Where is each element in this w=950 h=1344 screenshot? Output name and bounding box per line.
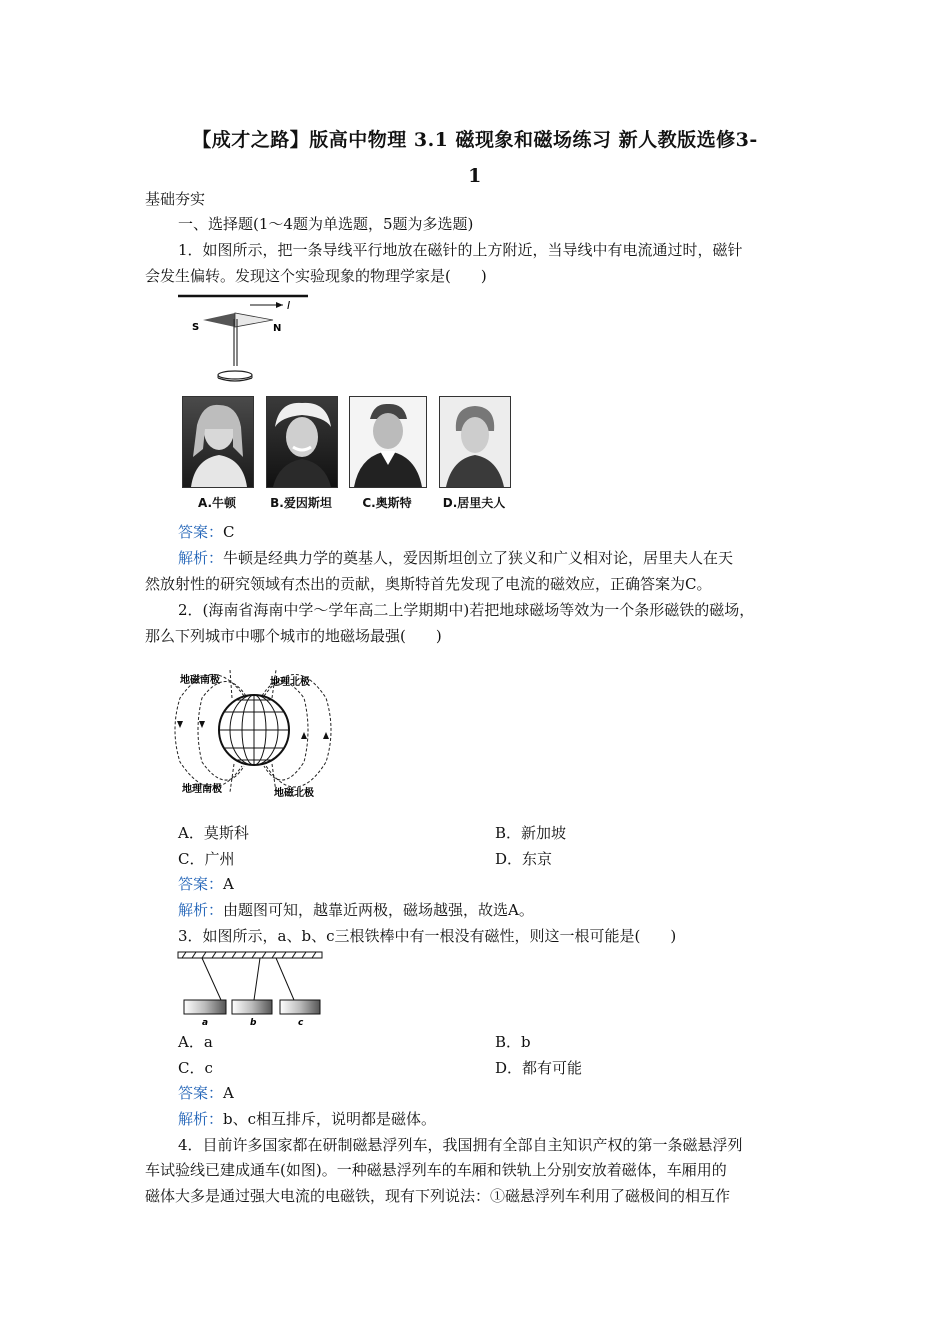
q1-analysis-line-1 (178, 548, 733, 568)
portrait-caption-d: D.居里夫人 (442, 496, 506, 510)
q4-stem-line-2: 车试验线已建成通车(如图)。一种磁悬浮列车的车厢和铁轨上分别安放着磁体，车厢用的 (145, 1161, 727, 1179)
south-pole-label: S (192, 322, 200, 333)
q1-compass-figure (175, 292, 315, 384)
section-heading: 基础夯实 (145, 190, 206, 208)
analysis-label: 解析： (178, 1110, 224, 1128)
analysis-text: 由题图可知，越靠近两极，磁场越强，故选A。 (223, 901, 534, 919)
label-geographic-south: 地理南极 (182, 784, 222, 795)
portrait-caption-a: A.牛顿 (197, 496, 237, 510)
portrait-curie (439, 396, 511, 488)
analysis-label: 解析： (178, 549, 224, 567)
current-label: I (287, 299, 291, 312)
label-geomagnetic-south: 地磁南极 (180, 675, 220, 686)
q4-stem-line-3: 磁体大多是通过强大电流的电磁铁，现有下列说法：①磁悬浮列车利用了磁极间的相互作 (145, 1187, 731, 1205)
title-line-2: 1 (468, 165, 482, 187)
portrait-einstein (266, 396, 338, 488)
q2-answer (178, 874, 234, 894)
label-geographic-north: 地理北极 (270, 677, 310, 688)
analysis-text: b、c相互排斥，说明都是磁体。 (223, 1110, 437, 1128)
portrait-oersted (349, 396, 427, 488)
q2-analysis (178, 900, 534, 920)
part-heading: 一、选择题(1～4题为单选题，5题为多选题) (178, 215, 474, 233)
portrait-caption-b: B.爱因斯坦 (270, 496, 332, 510)
q1-stem-line-2: 会发生偏转。发现这个实验现象的物理学家是( ) (145, 267, 487, 285)
q4-stem-line-1: 4．目前许多国家都在研制磁悬浮列车，我国拥有全部自主知识产权的第一条磁悬浮列 (178, 1136, 743, 1154)
q1-stem-line-1: 1．如图所示，把一条导线平行地放在磁针的上方附近，当导线中有电流通过时，磁针 (178, 241, 743, 259)
q3-analysis (178, 1109, 436, 1129)
answer-label: 答案： (178, 523, 224, 541)
north-pole-label: N (273, 323, 282, 334)
answer-value: A (223, 875, 234, 893)
q3-option-c: C．c (178, 1059, 213, 1077)
q2-option-d: D．东京 (495, 850, 553, 868)
title-line-1: 【成才之路】版高中物理 3.1 磁现象和磁场练习 新人教版选修3- (192, 129, 758, 151)
answer-label: 答案： (178, 875, 224, 893)
q3-stem: 3．如图所示，a、b、c三根铁棒中有一根没有磁性，则这一根可能是( ) (178, 927, 677, 945)
analysis-label: 解析： (178, 901, 224, 919)
label-geomagnetic-north: 地磁北极 (274, 788, 314, 799)
rod-label-a: a (202, 1018, 209, 1026)
q3-option-b: B．b (495, 1033, 531, 1051)
q2-option-a: A．莫斯科 (178, 824, 249, 842)
portrait-caption-c: C.奥斯特 (362, 496, 412, 510)
portrait-newton (182, 396, 254, 488)
answer-value: C (223, 523, 235, 541)
rod-label-b: b (250, 1018, 257, 1026)
q2-stem-line-2: 那么下列城市中哪个城市的地磁场最强( ) (145, 627, 442, 645)
q3-option-d: D．都有可能 (495, 1059, 583, 1077)
answer-value: A (223, 1084, 234, 1102)
q1-analysis-line-2: 然放射性的研究领域有杰出的贡献，奥斯特首先发现了电流的磁效应，正确答案为C。 (145, 575, 712, 593)
q1-answer (178, 522, 235, 542)
answer-label: 答案： (178, 1084, 224, 1102)
analysis-text: 牛顿是经典力学的奠基人，爱因斯坦创立了狭义和广义相对论，居里夫人在天 (223, 549, 734, 567)
q2-option-c: C．广州 (178, 850, 235, 868)
q3-option-a: A．a (178, 1033, 213, 1051)
q3-answer (178, 1083, 234, 1103)
document-title (150, 122, 800, 194)
q2-option-b: B．新加坡 (495, 824, 567, 842)
q3-hanging-rods-figure (176, 950, 326, 1026)
rod-label-c: c (298, 1018, 304, 1026)
q2-stem-line-1: 2．(海南省海南中学～学年高二上学期期中)若把地球磁场等效为一个条形磁铁的磁场， (178, 601, 755, 619)
q2-earth-field-figure (172, 650, 337, 810)
